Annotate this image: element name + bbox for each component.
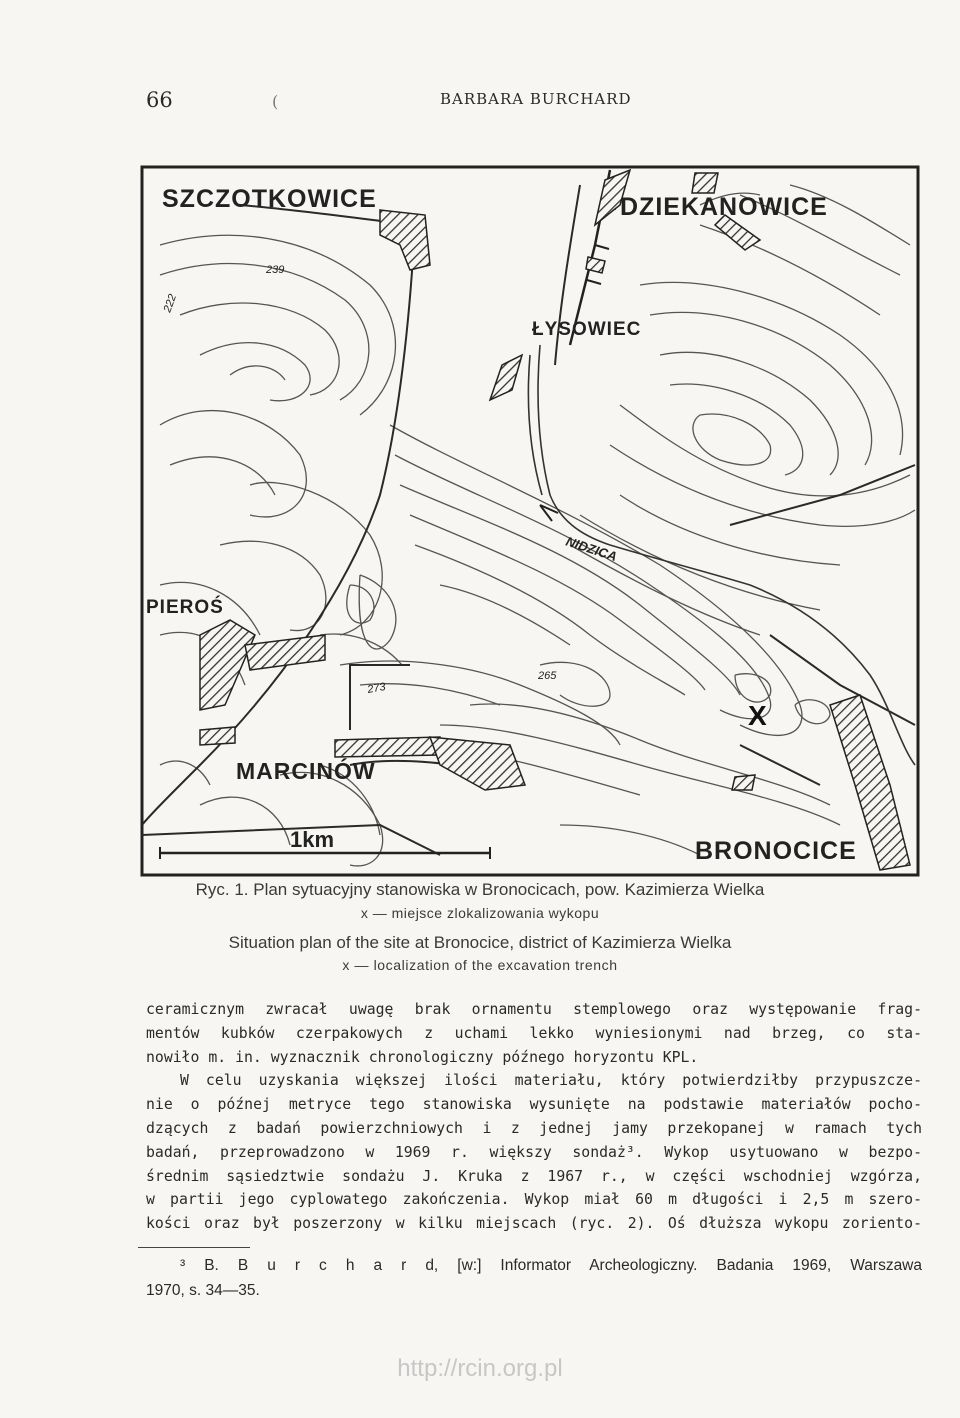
footnote-rule: [138, 1247, 250, 1248]
body-text: [146, 998, 922, 1236]
settlement-marcinow-west: [200, 727, 235, 745]
excavation-site-marker: X: [748, 700, 767, 731]
running-head-author: BARBARA BURCHARD: [440, 90, 632, 108]
caption-polish-title: Ryc. 1. Plan sytuacyjny stanowiska w Bronocicach, pow. Kazimierza Wielka: [195, 880, 765, 899]
body-line: badań, przeprowadzono w 1969 r. większy sondaż³. Wykop usytuowano w bezpo-: [146, 1143, 922, 1161]
scale-label: 1km: [290, 827, 335, 852]
label-marcinow: MARCINÓW: [236, 758, 376, 784]
body-line: w partii jego cyplowatego zakończenia. Wykop miał 60 m długości i 2,5 m szero-: [146, 1191, 922, 1209]
settlement-pieros-road: [245, 635, 325, 670]
caption-english-legend: x — localization of the excavation trench: [342, 957, 618, 973]
map-figure: [140, 165, 920, 877]
label-szczotkowice: SZCZOTKOWICE: [162, 185, 377, 213]
page-number: 66: [146, 88, 173, 112]
settlement-lysowiec: [490, 355, 522, 400]
label-lysowiec: ŁYSOWIEC: [532, 319, 642, 340]
caption-polish-legend: x — miejsce zlokalizowania wykopu: [360, 905, 600, 921]
body-line: dzących z badań powierzchniowych i z jednej jamy przekopanej w ramach tych: [146, 1119, 922, 1137]
body-line: nie o późnej metryce tego stanowiska wysunięte na podstawie materiałów pocho-: [146, 1096, 922, 1114]
body-line: średnim sąsiedztwie sondażu J. Kruka z 1967 r., w części wschodniej wzgórza,: [146, 1167, 922, 1185]
source-watermark: http://rcin.org.pl: [397, 1355, 563, 1382]
settlement-marcinow-east: [430, 737, 525, 790]
elevation-222: 222: [161, 292, 180, 315]
situation-map: [140, 165, 920, 877]
footnote: [146, 1253, 922, 1303]
settlement-bronocice-west: [732, 775, 755, 790]
settlement-marcinow: [335, 737, 440, 757]
settlement-dziekanowice-north: [692, 173, 718, 193]
margin-mark: (: [272, 92, 279, 111]
body-line: ceramicznym zwracał uwagę brak ornamentu stemplowego oraz występowanie frag-: [146, 1001, 922, 1018]
footnote-line: ³ B. B u r c h a r d, [w:] Informator Archeologiczny. Badania 1969, Warszawa: [180, 1257, 922, 1274]
footnote-line: 1970, s. 34—35.: [146, 1282, 260, 1299]
label-bronocice: BRONOCICE: [695, 837, 857, 865]
elevation-239: 239: [266, 264, 285, 276]
body-line: mentów kubków czerpakowych z uchami lekko wyniesionymi nad brzeg, co sta-: [146, 1024, 922, 1042]
settlement-szczotkowice: [380, 210, 430, 270]
roads: [142, 185, 915, 855]
body-line: nowiło m. in. wyznacznik chronologiczny późnego horyzontu KPL.: [146, 1048, 699, 1066]
body-line: W celu uzyskania większej ilości materiału, który potwierdziłby przypuszcze-: [180, 1072, 922, 1090]
body-line: kości oraz był poszerzony w kilku miejscach (ryc. 2). Oś dłuższa wykopu zoriento-: [146, 1215, 922, 1233]
caption-english-title: Situation plan of the site at Bronocice, district of Kazimierza Wielka: [228, 933, 732, 952]
settlement-pieros: [200, 620, 255, 710]
elevation-273: 273: [366, 680, 387, 696]
elevation-265: 265: [538, 670, 557, 682]
label-pieros: PIEROŚ: [146, 597, 224, 618]
label-dziekanowice: DZIEKANOWICE: [620, 193, 828, 221]
label-river-nidzica: NIDZICA: [564, 533, 619, 565]
